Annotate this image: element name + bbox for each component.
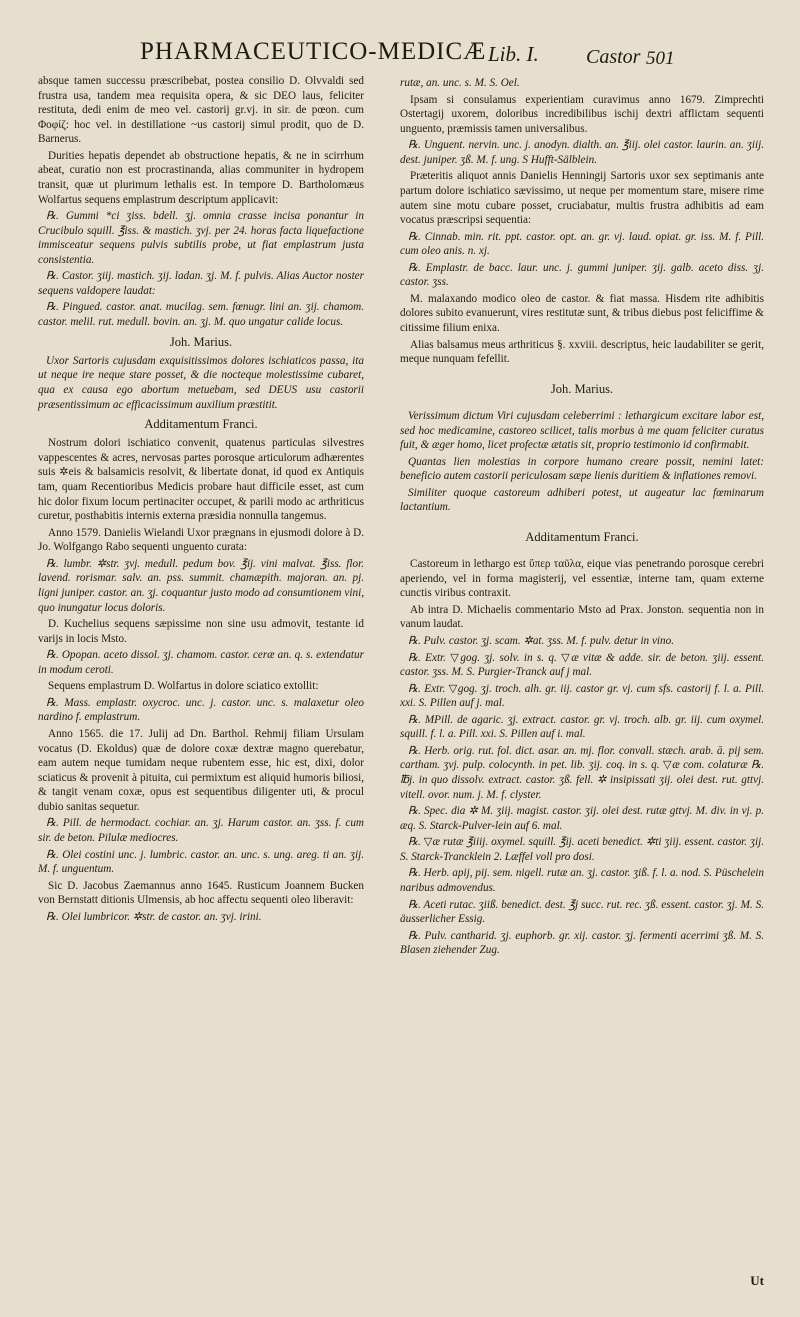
prescription: ℞. Aceti rutac. ʒiiß. benedict. dest. ℥j succ. rut. rec. ʒß. essent. castor. ʒj. M. S. äusserlicher Essig. <box>400 898 764 926</box>
paragraph: Uxor Sartoris cujusdam exquisitissimos dolores ischiaticos passa, ita ut neque ire neque stare posset, & die nocteque molestissime cubaret, qua ex causa ego abortum metuebam, sed DEUS usu castorii præsentissimum ac efficacissimum auxilium præstitit. <box>38 354 364 411</box>
prescription: ℞. Pingued. castor. anat. mucilag. sem. fœnugr. lini an. ʒij. chamom. castor. melil. rut. medull. bovin. an. ʒj. M. quo ungatur calide locus. <box>38 301 364 328</box>
prescription: ℞. Olei lumbricor. ✲str. de castor. an. ʒvj. irini. <box>46 910 262 923</box>
left-column <box>38 74 364 926</box>
prescription: ℞. lumbr. ✲str. ʒvj. medull. pedum bov. ℥ij. vini malvat. ℥iss. flor. lavend. rorismar. salv. an. pss. summit. chamæpith. majoran. an. pj. ligni juniper. castor. an. ʒj. coquantur justo modo ad consumtionem vini, quo inungatur locus doloris. <box>38 557 364 614</box>
paragraph: Ab intra D. Michaelis commentario Msto ad Prax. Jonston. sequentia non in vanum laudat. <box>400 603 764 631</box>
paragraph: D. Kuchelius sequens sæpissime non sine usu admovit, testante id varijs in locis Msto. <box>38 618 364 645</box>
catchword: Ut <box>750 1273 764 1288</box>
prescription: ℞. Pulv. castor. ʒj. scam. ✲at. ʒss. M. f. pulv. detur in vino. <box>408 634 675 647</box>
page-header <box>0 38 800 74</box>
prescription: ℞. ▽æ rutæ ℥iiij. oxymel. squill. ℥ij. aceti benedict. ✲ti ʒiij. essent. castor. ʒij. S. Starck-Trancklein 2. Læffel voll pro dosi. <box>400 836 764 863</box>
paragraph: Similiter quoque castoreum adhiberi potest, ut augeatur lac fœminarum lactantium. <box>400 486 764 514</box>
paragraph: Verissimum dictum Viri cujusdam celeberrimi : lethargicum excitare labor est, sed hoc medicamine, castoreo scilicet, talis morbus à me quam feliciter curatus fuit, & æger homo, licet profectæ ætatis sit, proprio testimonio id confirmabit. <box>400 409 764 452</box>
section-heading: Joh. Marius. <box>169 334 233 349</box>
paragraph: Ipsam si consulamus experientiam curavimus anno 1679. Zimprechti Ostertagij uxorem, doloribus incredibilibus ischij dextri afflictam sequenti unguento, præmissis tamen universalibus. <box>400 93 764 135</box>
prescription: ℞. MPill. de agaric. ʒj. extract. castor. gr. vj. troch. alb. gr. iij. cum oxymel. squill. f. l. a. Pill. xxi. S. Pillen auf i. mal. <box>400 713 764 741</box>
paragraph: Anno 1579. Danielis Wielandi Uxor prægnans in ejusmodi dolore à D. Jo. Wolfgango Rabo sequenti unguento curata: <box>38 526 364 554</box>
paragraph: Alias balsamus meus arthriticus §. xxviii. descriptus, heic laudabiliter se gerit, meque nunquam fefellit. <box>400 338 764 366</box>
prescription: ℞. Spec. dia ✲ M. ʒiij. magist. castor. ʒij. olei dest. rutæ gttvj. M. div. in vj. p. æq. S. Starck-Pulver-lein auf 6. mal. <box>400 805 764 832</box>
prescription: ℞. Gummi *ci ʒiss. bdell. ʒj. omnia crasse incisa ponantur in Crucibulo squill. ℥iss. & mastich. ʒvj. per 24. horas facta liquefactione immisceatur sequens pulvis subtilis probe, ut fiat emplastrum justa consistentia. <box>38 210 364 266</box>
prescription: ℞. Castor. ʒiij. mastich. ʒij. ladan. ʒj. M. f. pulvis. Alias Auctor noster sequens valdopere laudat: <box>38 270 364 297</box>
paragraph: Præteritis aliquot annis Danielis Henningij Sartoris uxor sex septimanis ante partum dolore ischiatico sævissimo, ut neque per momentum stare, misere rime autem sine motu cubare posset, cruciabatur, multis frustra adhibitis ad eam vocatus præscripsi sequentia: <box>400 170 764 227</box>
page-number: 501 <box>646 48 675 69</box>
paragraph: Quantas lien molestias in corpore humano creare possit, nemini latet: beneficio autem castorii periculosam sæpe lienis duritiem & inflationes removi. <box>400 455 764 483</box>
section-heading: Additamentum Franci. <box>144 417 258 432</box>
paragraph: Castoreum in lethargo est ὕπερ ταῦλα, eique vias penetrando porosque cerebri aperiendo, vel in forma magisterij, vel essentiæ, interne tam, quam externe cunctis viribus contraxit. <box>400 558 764 600</box>
prescription: ℞. Pill. de hermodact. cochiar. an. ʒj. Harum castor. an. ʒss. f. cum sir. de beton. Pilulæ mediocres. <box>38 817 364 844</box>
prescription: ℞. Unguent. nervin. unc. j. anodyn. dialth. an. ℥iij. olei castor. laurin. an. ʒiij. dest. juniper. ʒß. M. f. ung. S Hufft-Sälblein. <box>400 139 764 166</box>
prescription: ℞. Herb. apij, pij. sem. nigell. rutæ an. ʒj. castor. ʒiß. f. l. a. nod. S. Püschelein naribus admovendus. <box>400 867 764 894</box>
section-heading: Joh. Marius. <box>550 381 614 396</box>
running-head: Castor <box>586 46 641 68</box>
prescription: ℞. Olei costini unc. j. lumbric. castor. an. unc. s. ung. areg. ti an. ʒij. M. f. unguentum. <box>38 848 364 876</box>
prescription: ℞. Extr. ▽gog. ʒj. solv. in s. q. ▽æ vitæ & adde. sir. de beton. ʒiij. essent. castor. ʒss. M. S. Purgier-Tranck auf j mal. <box>400 651 764 679</box>
prescription: ℞. Opopan. aceto dissol. ʒj. chamom. castor. ceræ an. q. s. extendatur in modum ceroti. <box>38 649 364 676</box>
prescription: rutæ, an. unc. s. M. S. Oel. <box>400 77 520 89</box>
section-heading: Additamentum Franci. <box>525 529 639 544</box>
prescription: ℞. Herb. orig. rut. fol. dict. asar. an. mj. flor. convall. stæch. arab. ā. pij sem. cartham. ʒvj. pulp. colocynth. in pet. lib. ʒij. coq. in s. q. ▽æ com. colaturæ ℞. ℔j. in quo dissolv. extract. castor. ʒß. fell. ✲ insipissati ʒij. olei dest. rut. gttvj. vitell. ovor. num. j. M. f. clyster. <box>400 744 764 801</box>
paragraph: absque tamen successu præscribebat, postea consilio D. Olvvaldi sed frustra usa, tandem mea requisita opera, & sic DEO laus, feliciter restituta, dedi enim de meo vel. castorij gr.vj. in sir. de pœon. cum Φοφίζ: hoc vel. in destillatione ~us castorij simul prodit, quo de D. Barnerus. <box>38 75 364 146</box>
paragraph: Durities hepatis dependet ab obstructione hepatis, & ne in scirrhum abeat, curatio non est procrastinanda, alias communiter in hydropem transit, quæ ut plurimum lethalis est. In tempore D. Bartholomæus Wolfartus sequens emplastrum descriptum applicavit: <box>38 149 364 206</box>
paragraph: Sequens emplastrum D. Wolfartus in dolore sciatico extollit: <box>48 680 319 693</box>
prescription: ℞. Pulv. cantharid. ʒj. euphorb. gr. xij. castor. ʒj. fermenti acerrimi ʒß. M. S. Blasen ziehender Zug. <box>400 929 764 957</box>
right-column <box>400 76 764 960</box>
prescription: ℞. Cinnab. min. rit. ppt. castor. opt. an. gr. vj. laud. opiat. gr. iss. M. f. Pill. cum oleo anis. n. xj. <box>400 230 764 258</box>
header-title: PHARMACEUTICO-MEDICÆ <box>140 38 487 65</box>
prescription: ℞. Mass. emplastr. oxycroc. unc. j. castor. unc. s. malaxetur oleo nardino f. emplastrum. <box>38 696 364 724</box>
paragraph: Nostrum dolori ischiatico convenit, quatenus particulas silvestres vappescentes & acres, nervosas partes porosque articulorum adhærentes suis ✲eis & balsamicis resolvit, & libertate donat, id quod ex Antiquis tam, quam Recentioribus Medicis probare haut difficile esset, ast cum hic dolor fixum locum pertinaciter occupet, & parili modo ac arthriticus curetur, posthabitis internis externa præsidia nonnulla tangemus. <box>38 437 364 523</box>
prescription: ℞. Emplastr. de bacc. laur. unc. j. gummi juniper. ʒij. galb. aceto diss. ʒj. castor. ʒss. <box>400 261 764 289</box>
prescription: ℞. Extr. ▽gog. ʒj. troch. alh. gr. iij. castor gr. vj. cum sfs. castorij f. l. a. Pill. xxi. S. Pillen auf j. mal. <box>400 682 764 710</box>
paragraph: Sic D. Jacobus Zaemannus anno 1645. Rusticum Joannem Bucken von Bernstatt ditionis Ulmensis, ab hoc affectu sequenti oleo liberavit: <box>38 879 364 907</box>
header-book: Lib. I. <box>488 42 539 66</box>
paragraph: Anno 1565. die 17. Julij ad Dn. Barthol. Rehmij filiam Ursulam vocatus (D. Ekoldus) quæ de dolore coxæ dextræ magno querebatur, eam autem neque tumidam neque rubentem esse, hic est, dixi, dolor sciaticus & provenit à pituita, cui permixtum est aliquid humoris biliosi, & tangit venam coxæ, opus est sequentibus diligenter uti, & procul dubio sanitas sequetur. <box>38 728 364 813</box>
paragraph: M. malaxando modico oleo de castor. & fiat massa. Hisdem rite adhibitis dolores subito evanuerunt, vires restitutæ sunt, & tribus diebus post feliciffime & citissime filium enixa. <box>400 292 764 334</box>
